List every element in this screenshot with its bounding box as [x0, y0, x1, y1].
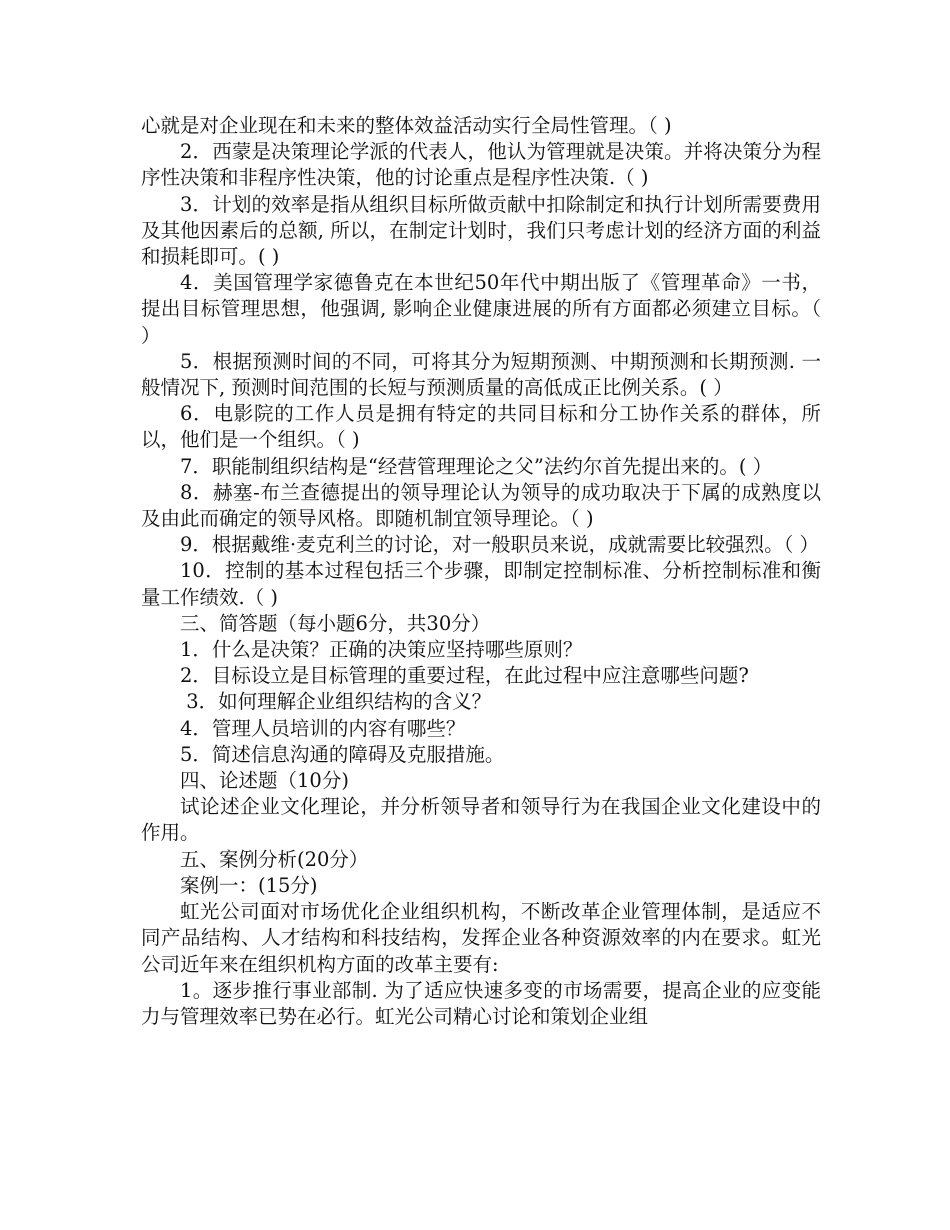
short-answer-question-2: 2．目标设立是目标管理的重要过程，在此过程中应注意哪些问题? — [180, 664, 749, 688]
tf-question-3: 3．计划的效率是指从组织目标所做贡献中扣除制定和执行计划所需要费用及其他因素后的总额, 所以，在制定计划时，我们只考虑计划的经济方面的利益和损耗即可。( ) — [141, 192, 821, 269]
section-heading-essay: 四、论述题（10分) — [180, 769, 349, 793]
tf-question-8: 8．赫塞-布兰查德提出的领导理论认为领导的成功取决于下属的成熟度以及由此而确定的领导风格。即随机制宜领导理论。（ ) — [141, 480, 821, 531]
tf-question-2: 2．西蒙是决策理论学派的代表人，他认为管理就是决策。并将决策分为程序性决策和非程序性决策，他的讨论重点是程序性决策.（ ) — [141, 140, 821, 190]
case-one-item-1: 1。逐步推行事业部制. 为了适应快速多变的市场需要，提高企业的应变能力与管理效率已势在必行。虹光公司精心讨论和策划企业组 — [141, 978, 821, 1028]
tf-question-9: 9．根据戴维·麦克利兰的讨论，对一般职员来说，成就需要比较强烈。（ ） — [180, 533, 820, 557]
short-answer-question-3: 3．如何理解企业组织结构的含义？ — [180, 690, 492, 714]
short-answer-question-1: 1．什么是决策？正确的决策应坚持哪些原则？ — [180, 638, 583, 662]
tf-question-6: 6．电影院的工作人员是拥有特定的共同目标和分工协作关系的群体，所以，他们是一个组织。（ ) — [141, 402, 821, 452]
short-answer-question-5: 5．简述信息沟通的障碍及克服措施。 — [180, 742, 505, 766]
section-heading-short-answer: 三、简答题（每小题6分，共30分） — [180, 611, 491, 635]
short-answer-question-4: 4．管理人员培训的内容有哪些？ — [180, 716, 466, 740]
case-one-heading: 案例一：(15分) — [180, 873, 318, 897]
tf-question-10: 10．控制的基本过程包括三个步骤，即制定控制标准、分析控制标准和衡量工作绩效.（ ) — [141, 559, 821, 609]
tf-question-1-continuation: 心就是对企业现在和未来的整体效益活动实行全局性管理。（ ) — [141, 114, 672, 137]
tf-question-7: 7．职能制组织结构是“经营管理理论之父”法约尔首先提出来的。( ） — [180, 454, 773, 478]
tf-question-5: 5．根据预测时间的不同，可将其分为短期预测、中期预测和长期预测. 一般情况下, 预测时间范围的长短与预测质量的高低成正比例关系。( ） — [141, 349, 821, 400]
section-heading-case-analysis: 五、案例分析(20分） — [180, 847, 369, 871]
essay-question: 试论述企业文化理论，并分析领导者和领导行为在我国企业文化建设中的作用。 — [141, 795, 821, 845]
tf-question-4: 4．美国管理学家德鲁克在本世纪50年代中期出版了《管理革命》一书，提出目标管理思想，他强调, 影响企业健康进展的所有方面都必须建立目标。（ ） — [141, 271, 821, 347]
case-one-intro: 虹光公司面对市场优化企业组织机构，不断改革企业管理体制，是适应不同产品结构、人才结构和科技结构，发挥企业各种资源效率的内在要求。虹光公司近年来在组织机构方面的改革主要有: — [141, 900, 821, 976]
document-body — [141, 113, 821, 1030]
